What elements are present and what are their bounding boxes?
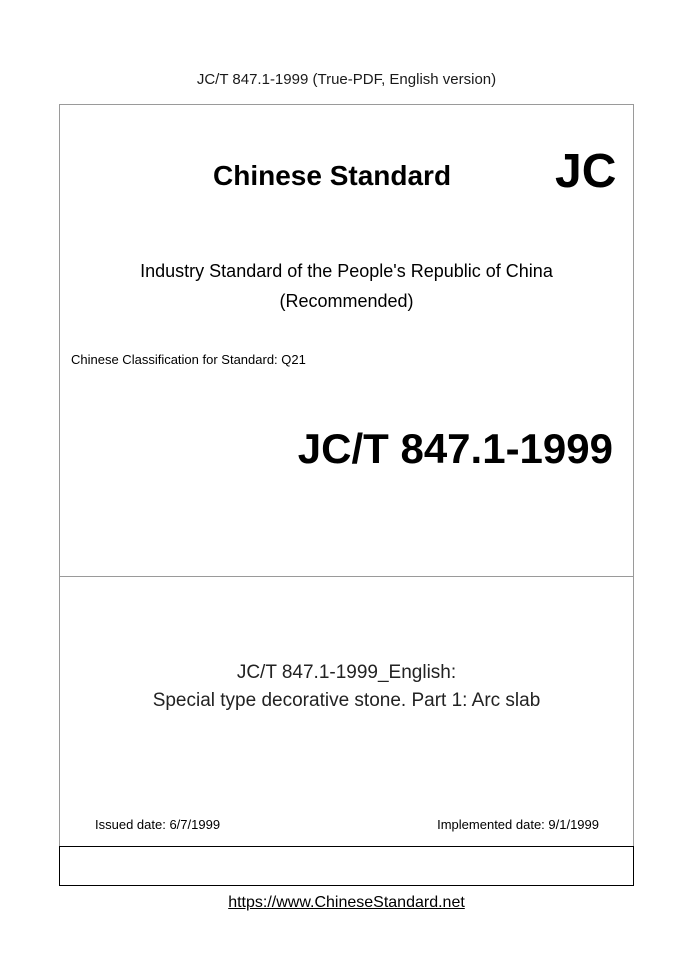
- classification-line: Chinese Classification for Standard: Q21: [71, 352, 306, 367]
- publisher-box: [59, 846, 634, 886]
- footer: [0, 893, 693, 913]
- standard-number: JC/T 847.1-1999: [297, 425, 613, 472]
- cover-top-section: [60, 105, 633, 577]
- industry-standard-line: Industry Standard of the People's Republic of China: [140, 261, 553, 281]
- cover-frame: [59, 104, 634, 886]
- issued-date: Issued date: 6/7/1999: [95, 817, 221, 832]
- recommended-line: (Recommended): [279, 291, 414, 311]
- cover-heading: Chinese Standard: [213, 160, 452, 191]
- category-mark: JC: [555, 145, 617, 198]
- english-title-name: Special type decorative stone. Part 1: Arc slab: [152, 690, 541, 711]
- cover-title-section: [60, 577, 633, 845]
- website-link[interactable]: https://www.ChineseStandard.net: [228, 894, 465, 911]
- implemented-date: Implemented date: 9/1/1999: [437, 817, 599, 832]
- english-title-code: JC/T 847.1-1999_English:: [236, 662, 457, 683]
- running-header: JC/T 847.1-1999 (True-PDF, English version): [196, 71, 497, 88]
